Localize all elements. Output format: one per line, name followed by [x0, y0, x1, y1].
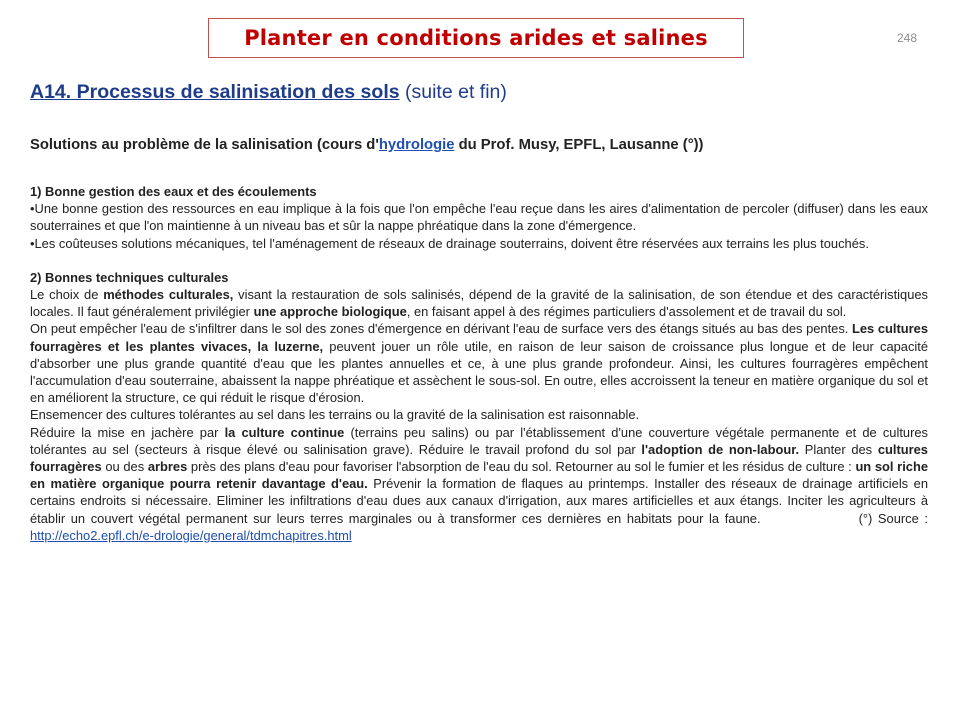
section-heading [30, 80, 507, 104]
p2-bold-cultures: Les cultures fourragères et les plantes vivaces, la luzerne, [30, 321, 928, 354]
paragraph-4 [30, 424, 928, 544]
p4-text-e: Planter des [799, 441, 878, 457]
p1-bold-approche: une approche biologique [253, 304, 407, 320]
hydrologie-link[interactable]: hydrologie [378, 137, 455, 153]
section1-title: 1) Bonne gestion des eaux et des écoulements [30, 184, 317, 199]
subheading [30, 136, 703, 154]
paragraph-2 [30, 320, 928, 406]
section2-title: 2) Bonnes techniques culturales [30, 269, 229, 285]
page-number: 248 [897, 31, 918, 45]
section1-bullet-1: •Une bonne gestion des ressources en eau implique à la fois que l'on empêche l'eau reçue dans les aires d'alimentation de percoler (diffuser) dans les eaux souterraines et que l'on maintienne à un niveau bas et sûr la nappe phréatique dans la zone d'émergence. [30, 201, 928, 234]
p4-text-k: Prévenir la formation de flaques au printemps. Installer des réseaux de drainage artificiels en certains endroits si nécessaire. Eliminer les infiltrations d'eau dues aux canaux d'irrigation, aux mares artificielles et aux étangs. Inciter les agriculteurs à établir un couvert végétal permanent sur leurs terres marginales ou à transformer ces dernières en habitats pour la faune. [30, 476, 928, 526]
source-label: (°) Source : [858, 510, 928, 526]
p4-text-i: près des plans d'eau pour favoriser l'absorption de l'eau du sol. Retourner au sol le fumier et les résidus de culture : [187, 459, 856, 475]
paragraph-3: Ensemencer des cultures tolérantes au sel dans les terrains ou la gravité de la salinisation est raisonnable. [30, 407, 640, 423]
slide-title-box [208, 18, 744, 58]
subheading-text-after: du Prof. Musy, EPFL, Lausanne (°)) [454, 137, 704, 153]
p4-bold-arbres: arbres [147, 459, 188, 475]
p1-text-e: , en faisant appel à des régimes particuliers d'assolement et de travail du sol. [406, 304, 847, 320]
p4-bold-sol-riche: un sol riche en matière organique pourra retenir davantage d'eau. [30, 459, 928, 492]
p4-text-c: (terrains peu salins) ou par l'établissement d'une couverture végétale permanente et de cultures tolérantes au sel (secteurs à risque élevé ou salinisation grave). Réduire le travail profond du sol par [30, 424, 928, 457]
p4-bold-fourrageres: cultures fourragères [30, 441, 928, 475]
p2-text-a: On peut empêcher l'eau de s'infiltrer dans le sol des zones d'émergence en dérivant l'eau de surface vers des étangs situés au bas des pentes. [30, 321, 853, 337]
p4-text-g: ou des [101, 459, 148, 475]
slide-title: Planter en conditions arides et salines [244, 26, 708, 50]
source-link[interactable]: http://echo2.epfl.ch/e-drologie/general/tdmchapitres.html [30, 527, 352, 543]
p4-bold-non-labour: l'adoption de non-labour. [641, 441, 800, 457]
p1-text-a: Le choix de [30, 287, 104, 303]
body-text [30, 183, 928, 544]
p1-bold-methodes: méthodes culturales, [103, 287, 234, 303]
p4-text-a: Réduire la mise en jachère par [30, 424, 225, 440]
heading-link[interactable]: A14. Processus de salinisation des sols [30, 81, 400, 103]
p1-text-c: visant la restauration de sols salinisés, dépend de la gravité de la salinisation, de son étendue et des caractéristiques locales. Il faut généralement privilégier [30, 287, 929, 320]
p2-text-c: peuvent jouer un rôle utile, en raison de leur saison de croissance plus longue et de leur capacité d'absorber une plus grande quantité d'eau que les plantes annuelles et ce, à une plus grande profondeur. Ainsi, les cultures fourragères empêchent l'accumulation d'eau souterraine, abaissent la nappe phréatique et assèchent le sous-sol. En outre, elles accroissent la teneur en matière organique du sol et en améliorent la structure, ce qui réduit le risque d'érosion. [30, 338, 929, 406]
p4-bold-culture-continue: la culture continue [224, 424, 345, 440]
heading-suffix: (suite et fin) [405, 81, 507, 103]
section1-bullet-2: •Les coûteuses solutions mécaniques, tel l'aménagement de réseaux de drainage souterrains, doivent être réservées aux terrains les plus touchés. [30, 235, 869, 251]
subheading-text-before: Solutions au problème de la salinisation (cours d' [30, 137, 379, 153]
paragraph-1 [30, 286, 928, 320]
